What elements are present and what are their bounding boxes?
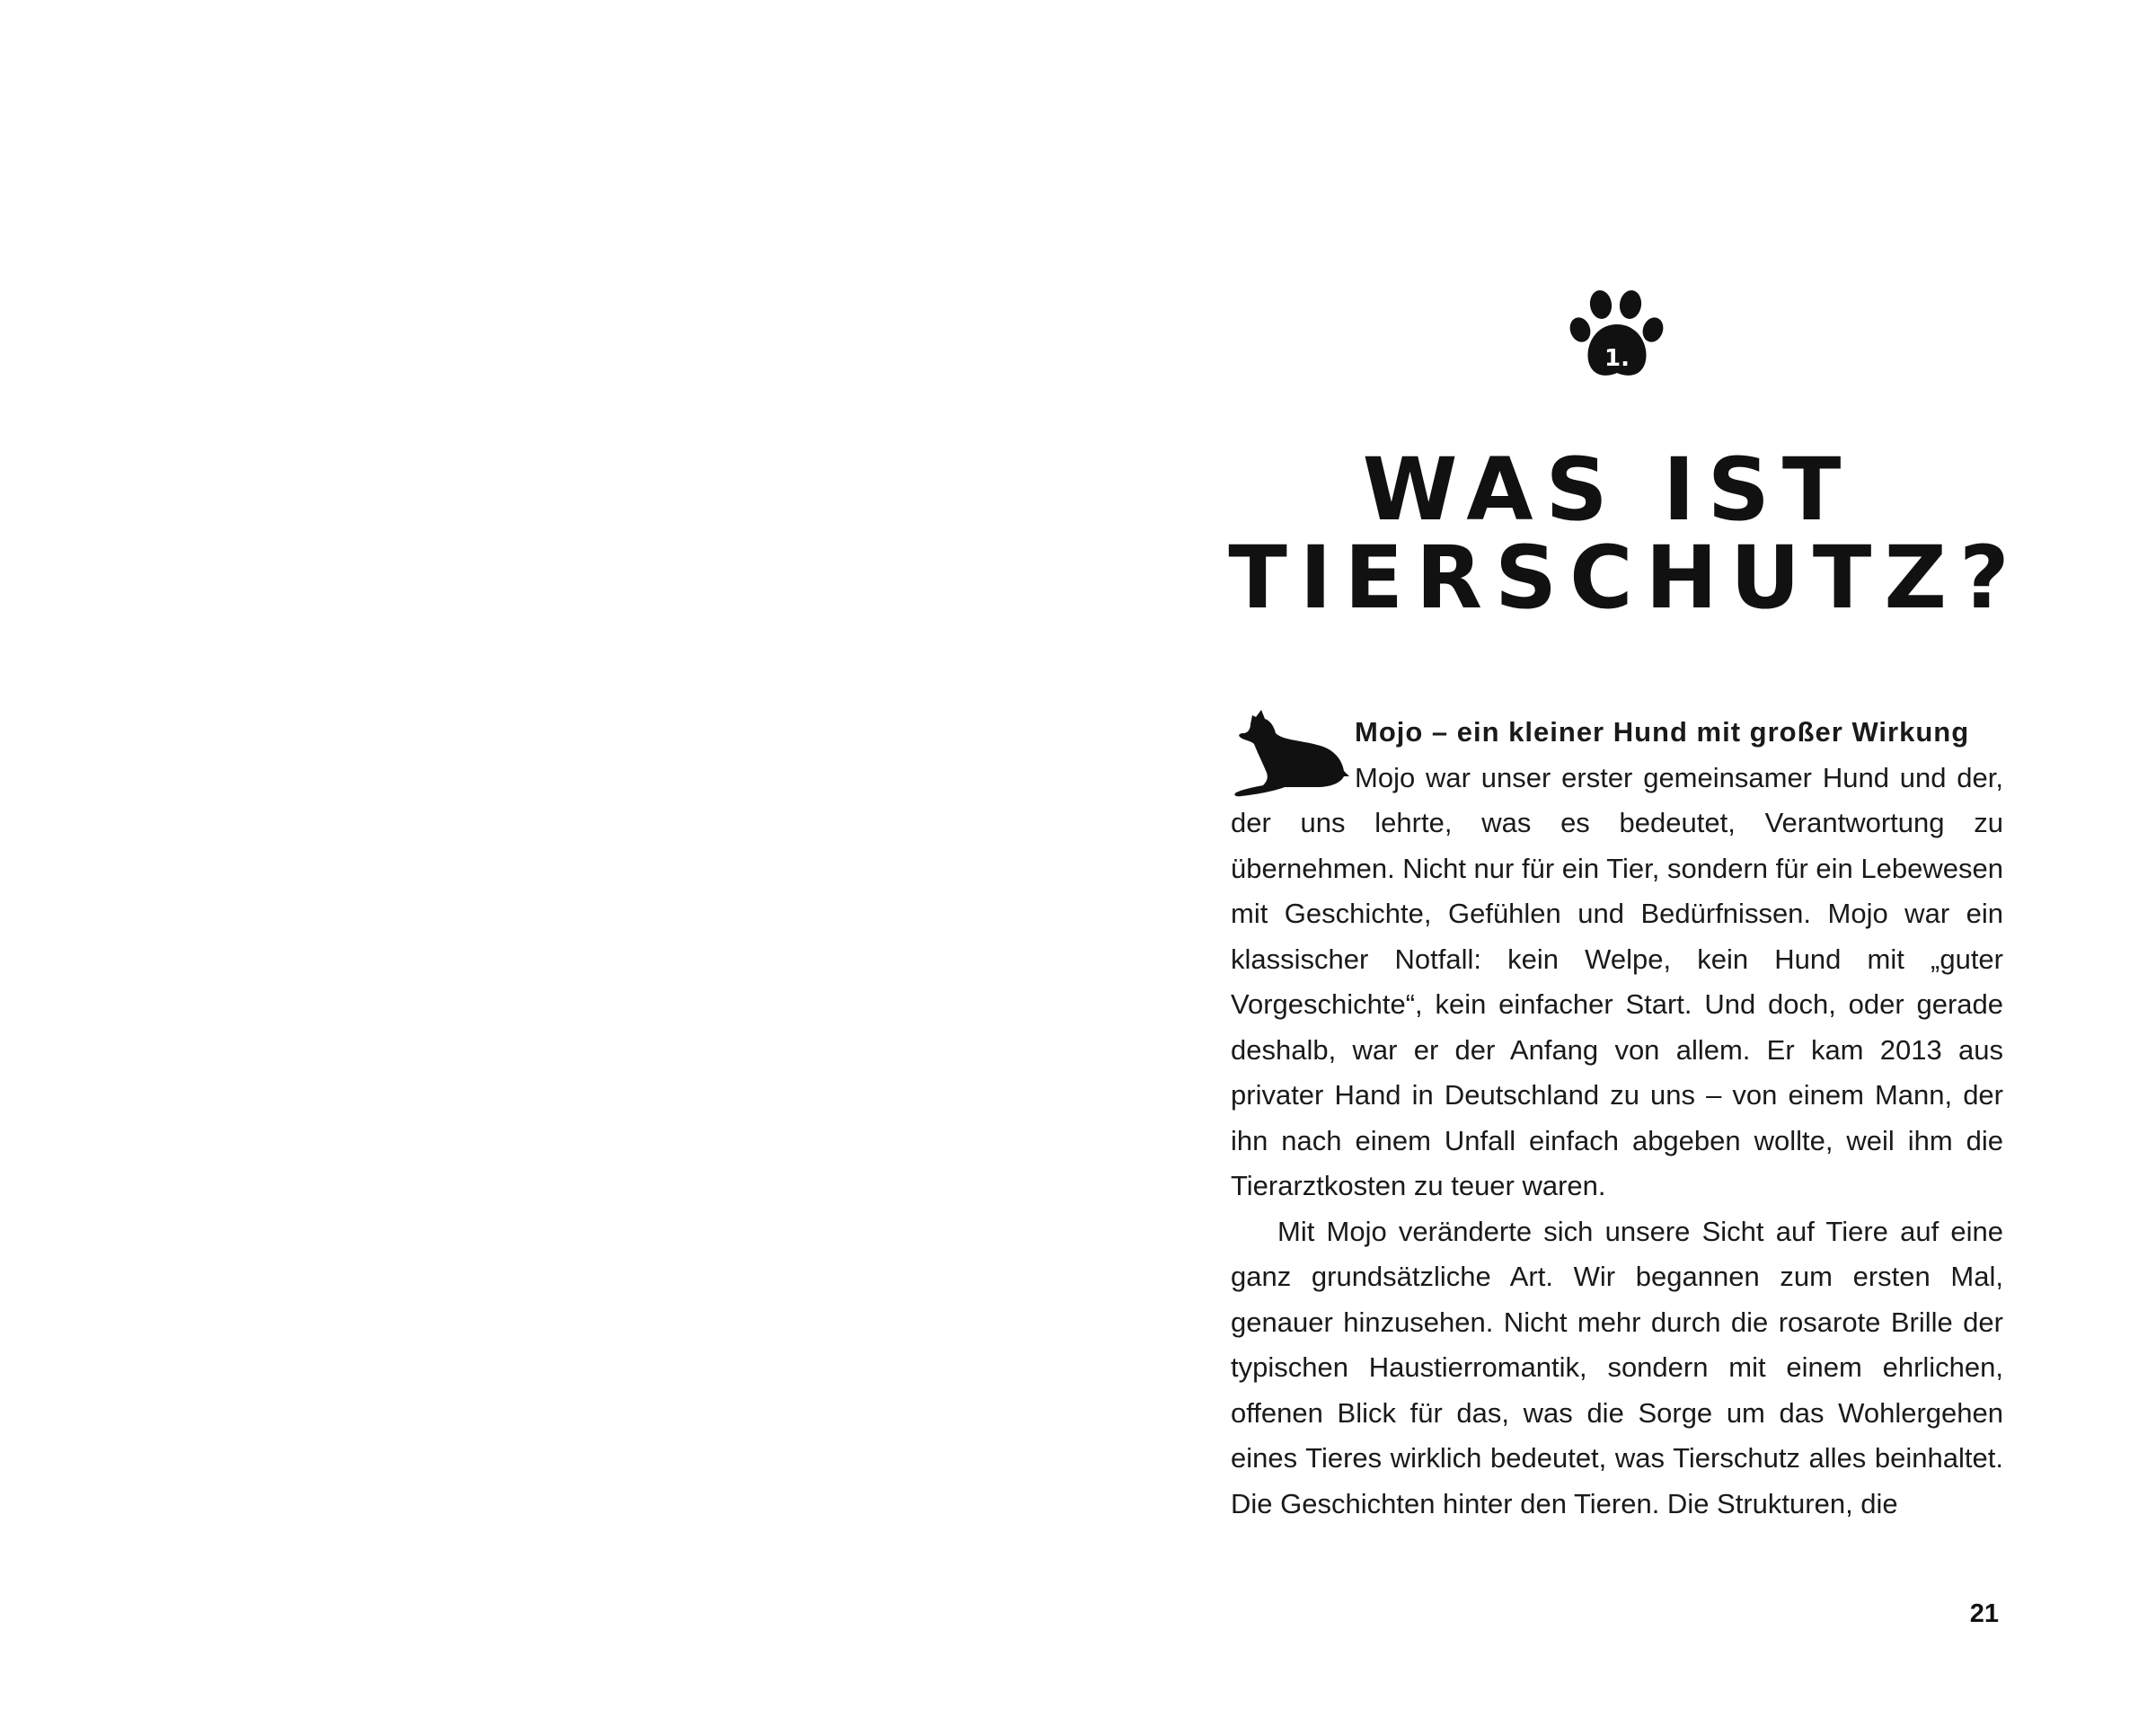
section-subhead: Mojo – ein kleiner Hund mit großer Wirkung xyxy=(1355,716,1970,748)
paragraph-2: Mit Mojo veränderte sich unsere Sicht auf Tiere auf eine ganz grundsätzliche Art. Wir begannen zum ersten Mal, genauer hinzusehen. Nicht mehr durch die rosarote Brille der typischen Haustierromantik, sondern mit einem ehrlichen, offenen Blick für das, was die Sorge um das Wohlergehen eines Tieres wirklich bedeutet, was Tierschutz alles beinhaltet. Die Geschichten hinter den Tieren. Die Strukturen, die xyxy=(1231,1215,2003,1519)
chapter-title-line-1: WAS IST xyxy=(1362,439,1854,540)
chapter-number: 1. xyxy=(1604,345,1630,372)
right-page xyxy=(1078,0,2156,1718)
chapter-title xyxy=(1078,439,2156,628)
dog-lying-icon xyxy=(1231,710,1349,800)
page-number: 21 xyxy=(1969,1599,1999,1628)
paragraph-1: Mojo war unser erster gemeinsamer Hund und der, der uns lehrte, was es bedeutet, Verantwortung zu übernehmen. Nicht nur für ein Tier, sondern für ein Lebewesen mit Geschichte, Gefühlen und Bedürfnissen. Mojo war ein klassischer Notfall: kein Welpe, kein Hund mit „guter Vorgeschichte“, kein einfacher Start. Und doch, oder gerade deshalb, war er der Anfang von allem. Er kam 2013 aus privater Hand in Deutschland zu uns – von einem Mann, der ihn nach einem Unfall einfach abgeben wollte, weil ihm die Tierarztkosten zu teuer waren. xyxy=(1231,761,2003,1201)
body-text xyxy=(1231,710,2003,1527)
chapter-title-line-2: TIERSCHUTZ? xyxy=(1228,527,2022,628)
paw-icon xyxy=(1568,283,1666,382)
